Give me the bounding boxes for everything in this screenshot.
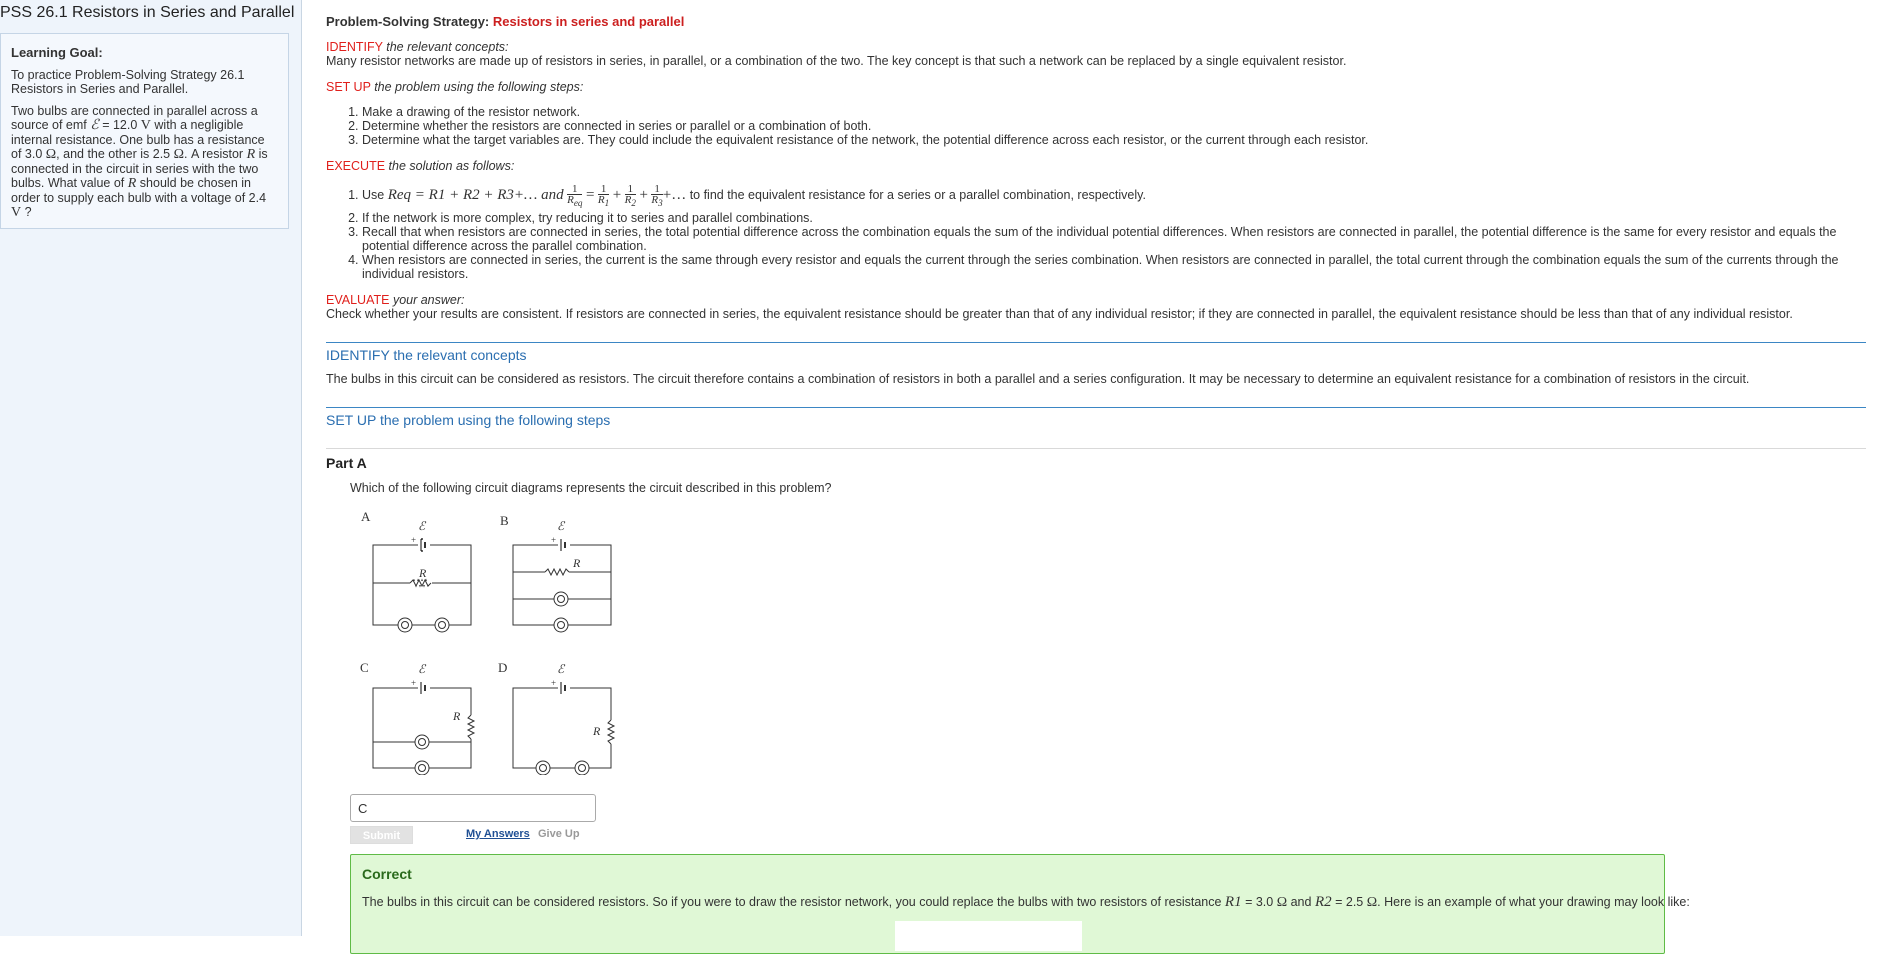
svg-text:R: R: [593, 724, 601, 738]
identify-body: Many resistor networks are made up of resistors in series, in parallel, or a combination of the two. The key concept is that such a network can be replaced by a single equivalent resistor.: [326, 54, 1347, 68]
submit-button[interactable]: Submit: [350, 826, 413, 844]
execute-steps-list: [326, 183, 1862, 281]
diagram-label-c: C: [360, 660, 369, 675]
identify-section-link[interactable]: IDENTIFY the relevant concepts: [326, 347, 527, 363]
learning-goal-label: Learning Goal:: [11, 45, 103, 60]
feedback-text: The bulbs in this circuit can be considered resistors. So if you were to draw the resistor network, you could replace the bulbs with two resistors of resistance R1 = 3.0 Ω and R2 = 2.5 Ω. Here is an example of what your drawing may look like:: [362, 894, 1690, 910]
diagram-label-d: D: [498, 660, 508, 675]
setup-heading: SET UP the problem using the following steps:: [326, 80, 584, 94]
divider: [326, 448, 1866, 449]
svg-text:ℰ: ℰ: [418, 662, 426, 676]
problem-statement: Two bulbs are connected in parallel across a source of emf ℰ = 12.0 V with a negligible internal resistance. One bulb has a resistance of 3.0 Ω, and the other is 2.5 Ω. A resistor R is connected in the circuit in series with the two bulbs. What value of R should be chosen in order to supply each bulb with a voltage of 2.4 V ?: [11, 104, 268, 220]
circuit-diagram-b[interactable]: [513, 539, 611, 632]
feedback-drawing-image: [895, 921, 1082, 951]
circuit-diagram-a[interactable]: [373, 538, 471, 632]
learning-goal-text: To practice Problem-Solving Strategy 26.1 Resistors in Series and Parallel.: [11, 68, 245, 96]
svg-text:+: +: [411, 535, 417, 545]
learning-goal-box: [0, 33, 289, 229]
setup-steps-list: [326, 105, 1368, 147]
give-up-link[interactable]: Give Up: [538, 828, 580, 840]
feedback-title: Correct: [362, 866, 412, 882]
my-answers-link[interactable]: My Answers: [466, 828, 530, 840]
identify-section-text: The bulbs in this circuit can be considered as resistors. The circuit therefore contains a combination of resistors in both a parallel and a series configuration. It may be necessary to determine an equivalent resistance for a combination of resistors in the circuit.: [326, 372, 1750, 386]
circuit-diagram-c[interactable]: [373, 682, 474, 775]
divider: [326, 407, 1866, 408]
svg-text:R: R: [573, 556, 581, 570]
identify-heading: IDENTIFY the relevant concepts:: [326, 40, 509, 54]
evaluate-body: Check whether your results are consistent. If resistors are connected in series, the equivalent resistance should be greater than that of any individual resistor; if they are connected in parallel, the equivalent resistance should be less than that of any individual resistor.: [326, 307, 1793, 321]
execute-heading: EXECUTE the solution as follows:: [326, 159, 515, 173]
list-item: 4. When resistors are connected in series, the current is the same through every resistor and equals the current through the series combination. When resistors are connected in parallel, the total current through the combination equals the sum of the currents through the individual resistors.: [362, 253, 1862, 281]
part-a-question: Which of the following circuit diagrams represents the circuit described in this problem?: [350, 481, 832, 495]
svg-text:+: +: [411, 678, 417, 688]
svg-text:ℰ: ℰ: [557, 662, 565, 676]
svg-text:ℰ: ℰ: [557, 519, 565, 533]
svg-text:+: +: [551, 678, 557, 688]
answer-input[interactable]: [350, 794, 596, 822]
svg-text:+: +: [551, 535, 557, 545]
list-item: 2. Determine whether the resistors are connected in series or parallel or a combination of both.: [362, 119, 1368, 133]
diagram-label-b: B: [500, 513, 509, 528]
list-item: 3. Recall that when resistors are connected in series, the total potential difference across the combination equals the sum of the individual potential differences. When resistors are connected in parallel, the potential difference is the same for every resistor and equals the potential difference across the parallel combination.: [362, 225, 1862, 253]
divider: [326, 342, 1866, 343]
circuit-diagrams: [350, 505, 630, 775]
part-a-label: Part A: [326, 455, 367, 471]
list-item: 2. If the network is more complex, try reducing it to series and parallel combinations.: [362, 211, 1862, 225]
strategy-heading: Problem-Solving Strategy: Resistors in series and parallel: [326, 14, 685, 29]
evaluate-heading: EVALUATE your answer:: [326, 293, 465, 307]
svg-text:ℰ: ℰ: [418, 519, 426, 533]
learning-goal-sidebar: [0, 0, 302, 936]
svg-text:R: R: [453, 709, 461, 723]
list-item: 3. Determine what the target variables are. They could include the equivalent resistance of the network, the potential difference across each resistor, or the current through each resistor.: [362, 133, 1368, 147]
list-item: 1. Make a drawing of the resistor network.: [362, 105, 1368, 119]
diagram-label-a: A: [361, 509, 371, 524]
list-item: 1. Use Req = R1 + R2 + R3+… and $\frac{1}{R_{eq}}$ = $\frac{1}{R_1}$ + $\frac{1}{R_2}$ + $\frac{1}{R_3}$ +… to find the equivalent resistance for a series or a parallel combination, respectively.: [362, 183, 1862, 211]
correct-feedback-box: [350, 854, 1690, 954]
page-title: PSS 26.1 Resistors in Series and Parallel: [0, 4, 295, 21]
svg-text:R: R: [419, 566, 427, 580]
setup-section-link[interactable]: SET UP the problem using the following steps: [326, 412, 611, 428]
